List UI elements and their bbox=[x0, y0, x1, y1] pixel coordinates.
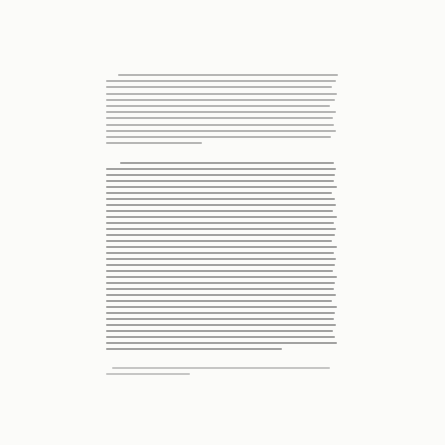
text-line bbox=[106, 258, 336, 260]
text-line bbox=[106, 180, 334, 182]
text-line bbox=[106, 130, 336, 132]
text-line bbox=[106, 86, 332, 88]
text-line bbox=[106, 282, 335, 284]
text-line bbox=[106, 324, 336, 326]
text-line bbox=[106, 216, 337, 218]
text-line bbox=[106, 192, 332, 194]
text-line bbox=[106, 306, 337, 308]
text-line bbox=[106, 124, 334, 126]
text-line bbox=[106, 264, 335, 266]
text-line bbox=[106, 288, 334, 290]
text-line bbox=[118, 74, 338, 76]
text-line bbox=[106, 270, 333, 272]
text-line bbox=[106, 228, 336, 230]
text-line bbox=[106, 136, 331, 138]
text-line bbox=[106, 300, 332, 302]
text-line bbox=[106, 142, 202, 144]
text-line bbox=[106, 168, 336, 170]
text-line bbox=[106, 80, 336, 82]
text-line bbox=[106, 105, 330, 107]
text-line bbox=[106, 174, 335, 176]
text-line bbox=[106, 198, 335, 200]
text-line bbox=[106, 373, 190, 375]
text-line bbox=[106, 117, 333, 119]
text-line bbox=[106, 342, 337, 344]
text-line bbox=[106, 252, 334, 254]
text-line bbox=[106, 294, 336, 296]
paragraph-3-text bbox=[106, 366, 338, 388]
text-line bbox=[106, 222, 334, 224]
text-line bbox=[106, 93, 337, 95]
text-line bbox=[106, 246, 337, 248]
text-line bbox=[106, 234, 335, 236]
text-column bbox=[106, 74, 338, 388]
text-line bbox=[106, 99, 335, 101]
text-line bbox=[106, 348, 282, 350]
text-line bbox=[106, 330, 333, 332]
text-line bbox=[106, 312, 335, 314]
text-line bbox=[112, 367, 330, 369]
text-line bbox=[120, 162, 334, 164]
text-line bbox=[106, 318, 334, 320]
paragraph-2 bbox=[106, 162, 338, 353]
text-line bbox=[106, 111, 336, 113]
text-line bbox=[106, 240, 332, 242]
text-line bbox=[106, 204, 336, 206]
text-line bbox=[106, 186, 337, 188]
text-line bbox=[106, 210, 333, 212]
paragraph-1 bbox=[106, 74, 338, 150]
paragraph-3 bbox=[106, 366, 338, 388]
text-line bbox=[106, 276, 337, 278]
text-line bbox=[106, 336, 335, 338]
